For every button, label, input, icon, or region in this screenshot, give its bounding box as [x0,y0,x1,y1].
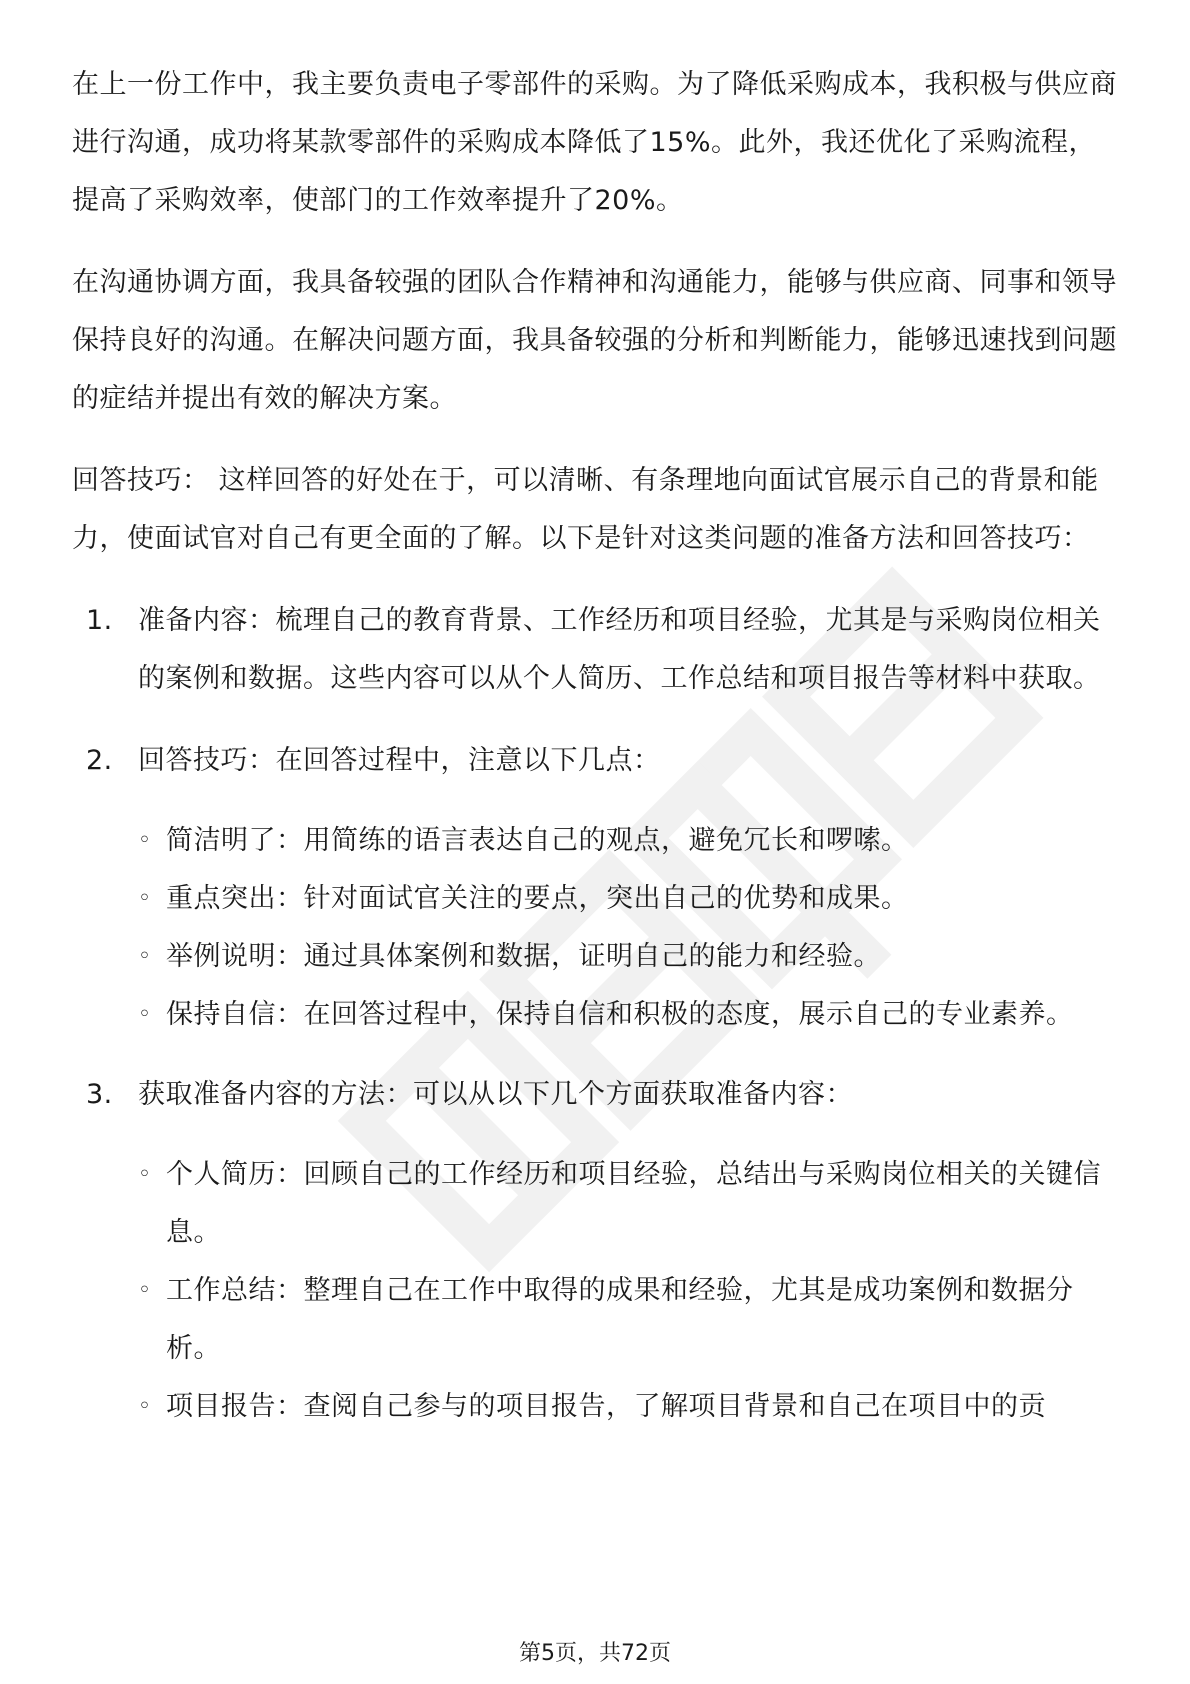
list-number: 2. [86,745,113,776]
list-item-prepare-content [86,592,1122,708]
list-number: 3. [86,1079,113,1110]
numbered-list [72,592,1122,1436]
bullet-icon: ◦ [138,944,152,969]
list-item-text: 回答技巧：在回答过程中，注意以下几点： [138,745,661,776]
sub-list-item [138,928,1122,986]
sub-list-item [138,870,1122,928]
sub-list-get-content [138,1146,1122,1436]
paragraph-work-experience: 在上一份工作中，我主要负责电子零部件的采购。为了降低采购成本，我积极与供应商进行沟通，成功将某款零部件的采购成本降低了15%。此外，我还优化了采购流程，提高了采购效率，使部门的工作效率提升了20%。 [72,69,1117,216]
list-item-text: 准备内容：梳理自己的教育背景、工作经历和项目经验，尤其是与采购岗位相关的案例和数据。这些内容可以从个人简历、工作总结和项目报告等材料中获取。 [138,605,1101,694]
sub-list-answer-tips [138,812,1122,1044]
sub-list-item [138,1262,1122,1378]
sub-item-text: 个人简历：回顾自己的工作经历和项目经验，总结出与采购岗位相关的关键信息。 [166,1159,1101,1248]
sub-item-text: 工作总结：整理自己在工作中取得的成果和经验，尤其是成功案例和数据分析。 [166,1275,1074,1364]
sub-item-text: 简洁明了：用简练的语言表达自己的观点，避免冗长和啰嗦。 [166,825,909,856]
bullet-icon: ◦ [138,886,152,911]
sub-list-item [138,812,1122,870]
sub-list-item [138,986,1122,1044]
sub-item-text: 项目报告：查阅自己参与的项目报告，了解项目背景和自己在项目中的贡 [166,1391,1046,1422]
document-body [72,56,1122,1458]
bullet-icon: ◦ [138,1002,152,1027]
sub-list-item [138,1378,1122,1436]
sub-item-text: 保持自信：在回答过程中，保持自信和积极的态度，展示自己的专业素养。 [166,999,1074,1030]
sub-item-text: 举例说明：通过具体案例和数据，证明自己的能力和经验。 [166,941,881,972]
bullet-icon: ◦ [138,1394,152,1419]
bullet-icon: ◦ [138,828,152,853]
list-item-text: 获取准备内容的方法：可以从以下几个方面获取准备内容： [138,1079,853,1110]
page-footer: 第5页，共72页 [519,1641,671,1666]
paragraph-communication: 在沟通协调方面，我具备较强的团队合作精神和沟通能力，能够与供应商、同事和领导保持良好的沟通。在解决问题方面，我具备较强的分析和判断能力，能够迅速找到问题的症结并提出有效的解决方案。 [72,267,1117,414]
paragraph-answer-tips: 回答技巧： 这样回答的好处在于，可以清晰、有条理地向面试官展示自己的背景和能力，使面试官对自己有更全面的了解。以下是针对这类问题的准备方法和回答技巧： [72,465,1099,554]
bullet-icon: ◦ [138,1278,152,1303]
list-item-get-content [86,1066,1122,1124]
bullet-icon: ◦ [138,1162,152,1187]
sub-list-item [138,1146,1122,1262]
list-number: 1. [86,605,113,636]
sub-item-text: 重点突出：针对面试官关注的要点，突出自己的优势和成果。 [166,883,909,914]
list-item-answer-tips [86,732,1122,790]
